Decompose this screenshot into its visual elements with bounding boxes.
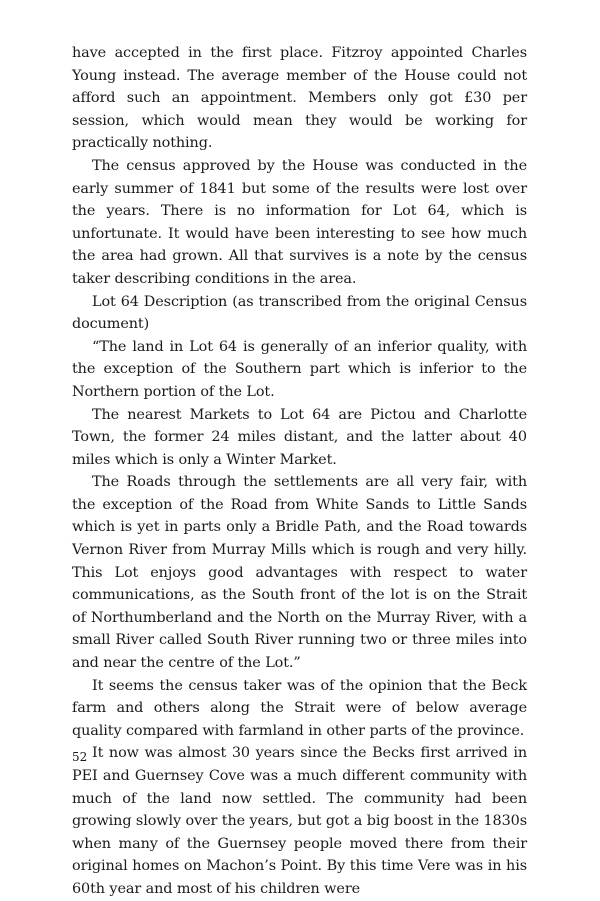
body-text <box>72 42 527 901</box>
paragraph-quote-roads: The Roads through the settlements are all very fair, with the exception of the Road from White Sands to Little Sands which is yet in parts only a Bridle Path, and the Road towards Vernon River from Murray Mills which is rough and very hilly. This Lot enjoys good advantages with respect to water communications, as the South front of the lot is on the Strait of Northumberland and the North on the Murray River, with a small River called South River running two or three miles into and near the centre of the Lot.” <box>72 474 527 672</box>
paragraph-quote-markets: The nearest Markets to Lot 64 are Pictou and Charlotte Town, the former 24 miles distant, and the latter about 40 miles which is only a Winter Market. <box>72 406 527 468</box>
paragraph-lot-description-heading: Lot 64 Description (as transcribed from the original Census document) <box>72 293 527 333</box>
paragraph-continuation: have accepted in the first place. Fitzroy appointed Charles Young instead. The average member of the House could not afford such an appointment. Members only got £30 per session, which would mean they would be working for practically nothing. <box>72 45 527 152</box>
paragraph-quote-land: “The land in Lot 64 is generally of an inferior quality, with the exception of the Southern part which is inferior to the Northern portion of the Lot. <box>72 338 527 400</box>
paragraph-census-opinion: It seems the census taker was of the opinion that the Beck farm and others along the Strait were of below average quality compared with farmland in other parts of the province. <box>72 677 527 739</box>
page-number: 52 <box>72 750 88 764</box>
paragraph-guernsey-cove: It now was almost 30 years since the Becks first arrived in PEI and Guernsey Cove was a much different community with much of the land now settled. The community had been growing slowly over the years, but got a big boost in the 1830s when many of the Guernsey people moved there from their original homes on Machon’s Point. By this time Vere was in his 60th year and most of his children were <box>72 745 527 897</box>
paragraph-census: The census approved by the House was conducted in the early summer of 1841 but some of the results were lost over the years. There is no information for Lot 64, which is unfortunate. It would have been interesting to see how much the area had grown. All that survives is a note by the census taker describing conditions in the area. <box>72 157 527 287</box>
